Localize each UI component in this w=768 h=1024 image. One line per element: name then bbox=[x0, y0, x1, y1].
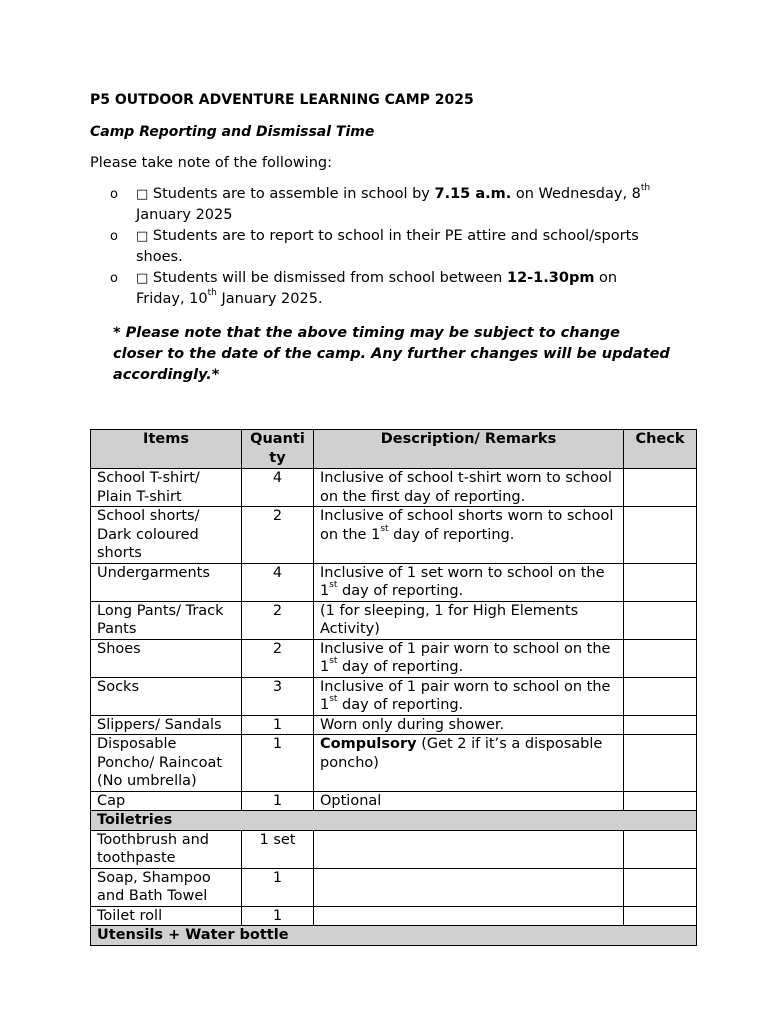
ordinal-suffix: st bbox=[329, 694, 338, 705]
table-row bbox=[91, 715, 697, 735]
box-icon: □ bbox=[136, 271, 149, 286]
description-cell bbox=[314, 868, 624, 906]
ordinal-suffix: st bbox=[329, 656, 338, 667]
item-cell: School T-shirt/ Plain T-shirt bbox=[91, 469, 242, 507]
item-cell: Socks bbox=[91, 677, 242, 715]
quantity-cell: 4 bbox=[242, 469, 314, 507]
header-items: Items bbox=[91, 430, 242, 469]
description-text: Inclusive of 1 set worn to school on the 1 bbox=[320, 564, 605, 599]
quantity-cell: 4 bbox=[242, 563, 314, 601]
quantity-cell: 2 bbox=[242, 507, 314, 564]
item-cell: Long Pants/ Track Pants bbox=[91, 601, 242, 639]
description-cell: Worn only during shower. bbox=[314, 715, 624, 735]
quantity-cell: 1 bbox=[242, 735, 314, 792]
disclaimer-note: * Please note that the above timing may be subject to change closer to the date of the camp. Any further changes will be updated accordingly.* bbox=[113, 325, 670, 383]
note-text: January 2025. bbox=[216, 291, 323, 307]
description-cell: Inclusive of school t-shirt worn to school on the first day of reporting. bbox=[314, 469, 624, 507]
table-row bbox=[91, 906, 697, 926]
description-cell bbox=[314, 507, 624, 564]
section-title: Utensils + Water bottle bbox=[91, 926, 697, 946]
check-cell[interactable] bbox=[624, 791, 697, 811]
check-cell[interactable] bbox=[624, 735, 697, 792]
box-icon: □ bbox=[136, 187, 149, 202]
table-row bbox=[91, 601, 697, 639]
header-description: Description/ Remarks bbox=[314, 430, 624, 469]
description-text: day of reporting. bbox=[337, 583, 464, 599]
ordinal-suffix: th bbox=[207, 288, 217, 299]
note-item bbox=[110, 268, 670, 310]
check-cell[interactable] bbox=[624, 677, 697, 715]
header-check: Check bbox=[624, 430, 697, 469]
quantity-cell: 1 bbox=[242, 906, 314, 926]
item-cell: Toothbrush and toothpaste bbox=[91, 830, 242, 868]
check-cell[interactable] bbox=[624, 715, 697, 735]
note-text: Students are to assemble in school by bbox=[152, 186, 435, 202]
document-title: P5 OUTDOOR ADVENTURE LEARNING CAMP 2025 bbox=[90, 92, 474, 108]
section-row-toiletries bbox=[91, 811, 697, 831]
check-cell[interactable] bbox=[624, 906, 697, 926]
item-cell: School shorts/ Dark coloured shorts bbox=[91, 507, 242, 564]
bullet-marker: o bbox=[110, 229, 118, 244]
quantity-cell: 2 bbox=[242, 639, 314, 677]
quantity-cell: 2 bbox=[242, 601, 314, 639]
description-text: day of reporting. bbox=[388, 526, 515, 543]
item-cell: Soap, Shampoo and Bath Towel bbox=[91, 868, 242, 906]
note-text: Students will be dismissed from school between bbox=[152, 270, 507, 286]
packing-list-table bbox=[90, 429, 697, 946]
section-title: Toiletries bbox=[91, 811, 697, 831]
table-row bbox=[91, 469, 697, 507]
description-cell bbox=[314, 906, 624, 926]
intro-text: Please take note of the following: bbox=[90, 155, 332, 171]
item-cell: Disposable Poncho/ Raincoat (No umbrella) bbox=[91, 735, 242, 792]
item-cell: Cap bbox=[91, 791, 242, 811]
check-cell[interactable] bbox=[624, 601, 697, 639]
bullet-marker: o bbox=[110, 271, 118, 286]
description-text: day of reporting. bbox=[337, 697, 464, 713]
header-quantity: Quanti ty bbox=[242, 430, 314, 469]
description-text: day of reporting. bbox=[337, 659, 464, 675]
note-time: 12-1.30pm bbox=[506, 270, 595, 286]
note-time: 7.15 a.m. bbox=[434, 186, 512, 202]
check-cell[interactable] bbox=[624, 469, 697, 507]
description-text: Inclusive of 1 pair worn to school on the 1 bbox=[320, 678, 611, 713]
quantity-cell: 1 set bbox=[242, 830, 314, 868]
note-text: on Friday, 10 bbox=[136, 270, 618, 307]
ordinal-suffix: st bbox=[329, 580, 338, 591]
quantity-cell: 1 bbox=[242, 715, 314, 735]
note-text: Students are to report to school in their PE attire and school/sports shoes. bbox=[136, 228, 639, 265]
check-cell[interactable] bbox=[624, 639, 697, 677]
note-text: on Wednesday, 8 bbox=[511, 186, 641, 202]
table-header-row bbox=[91, 430, 697, 469]
description-cell bbox=[314, 639, 624, 677]
item-cell: Undergarments bbox=[91, 563, 242, 601]
description-text: (Get 2 if it’s a disposable poncho) bbox=[320, 736, 603, 771]
description-cell bbox=[314, 563, 624, 601]
table-row bbox=[91, 639, 697, 677]
check-cell[interactable] bbox=[624, 830, 697, 868]
check-cell[interactable] bbox=[624, 868, 697, 906]
notes-list bbox=[110, 184, 670, 310]
table-row bbox=[91, 563, 697, 601]
description-cell: (1 for sleeping, 1 for High Elements Activity) bbox=[314, 601, 624, 639]
table-row bbox=[91, 677, 697, 715]
note-item bbox=[110, 226, 670, 268]
description-cell bbox=[314, 677, 624, 715]
description-cell: Optional bbox=[314, 791, 624, 811]
quantity-cell: 1 bbox=[242, 791, 314, 811]
item-cell: Slippers/ Sandals bbox=[91, 715, 242, 735]
description-cell bbox=[314, 830, 624, 868]
table-row bbox=[91, 735, 697, 792]
note-text: January 2025 bbox=[136, 207, 233, 223]
description-text: Inclusive of school shorts worn to school on the 1 bbox=[320, 508, 614, 543]
item-cell: Shoes bbox=[91, 639, 242, 677]
table-row bbox=[91, 830, 697, 868]
box-icon: □ bbox=[136, 229, 149, 244]
compulsory-label: Compulsory bbox=[320, 736, 417, 752]
bullet-marker: o bbox=[110, 187, 118, 202]
check-cell[interactable] bbox=[624, 563, 697, 601]
table-row bbox=[91, 507, 697, 564]
quantity-cell: 3 bbox=[242, 677, 314, 715]
quantity-cell: 1 bbox=[242, 868, 314, 906]
item-cell: Toilet roll bbox=[91, 906, 242, 926]
note-item bbox=[110, 184, 670, 226]
table-row bbox=[91, 868, 697, 906]
check-cell[interactable] bbox=[624, 507, 697, 564]
table-row bbox=[91, 791, 697, 811]
ordinal-suffix: th bbox=[640, 183, 651, 194]
section-row-utensils bbox=[91, 926, 697, 946]
document-subtitle: Camp Reporting and Dismissal Time bbox=[90, 124, 375, 140]
description-cell bbox=[314, 735, 624, 792]
ordinal-suffix: st bbox=[380, 523, 389, 534]
description-text: Inclusive of 1 pair worn to school on the 1 bbox=[320, 640, 611, 675]
